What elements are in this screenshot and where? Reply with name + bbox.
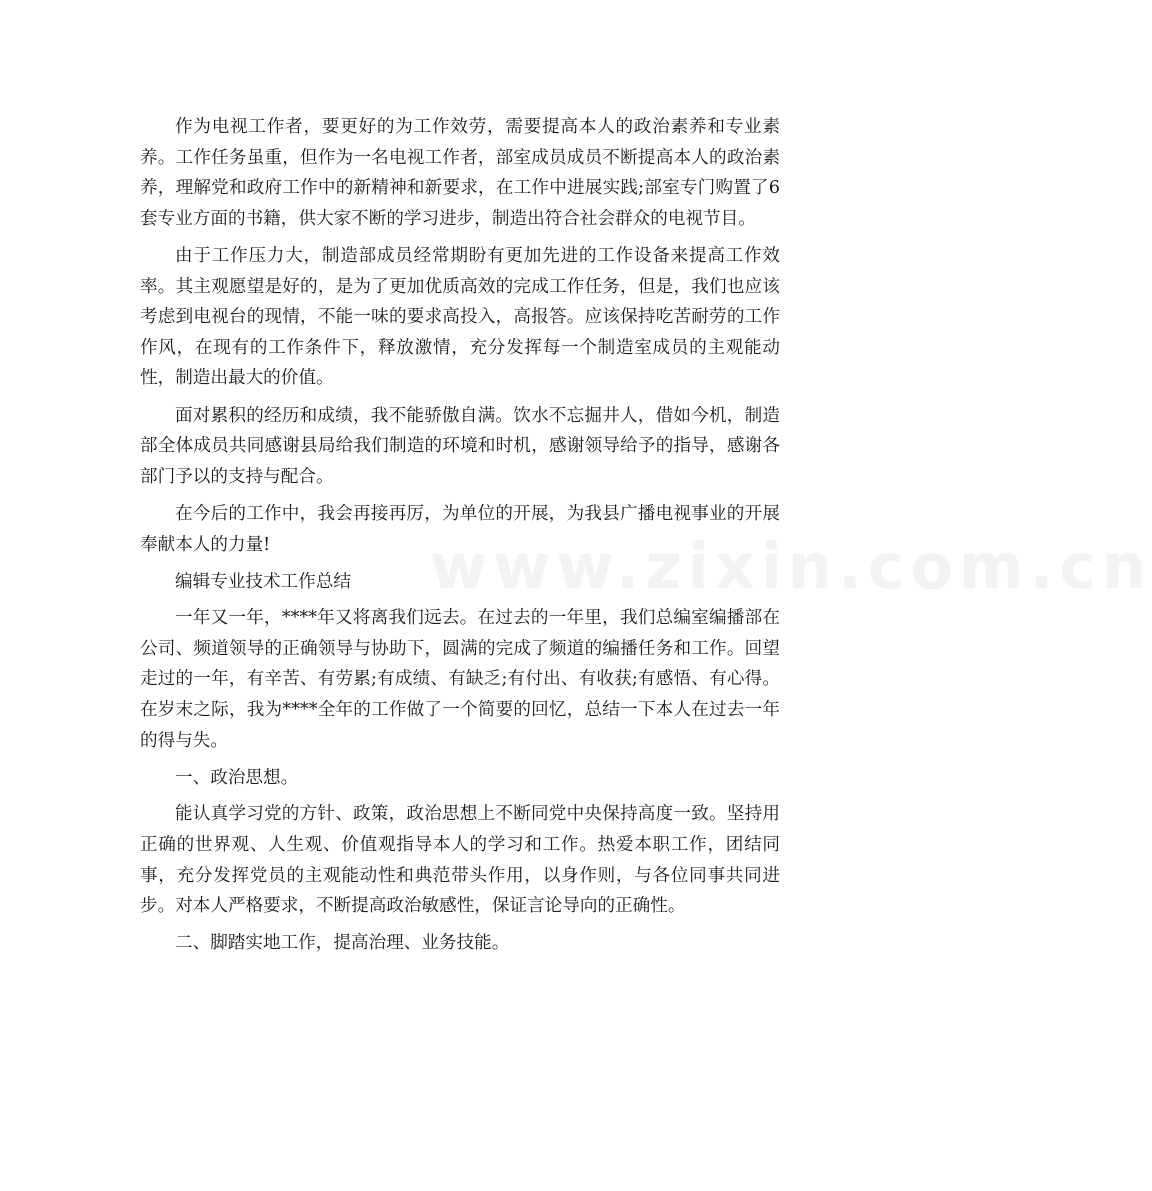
section-title: 编辑专业技术工作总结 <box>175 571 351 592</box>
paragraph-achievements: 面对累积的经历和成绩，我不能骄傲自满。饮水不忘掘井人，借如今机，制造部全体成员共同感谢县局给我们制造的环境和时机，感谢领导给予的指导，感谢各部门予以的支持与配合。 <box>140 405 780 487</box>
heading-political-thought: 一、政治思想。 <box>175 767 299 788</box>
paragraph-tv-worker: 作为电视工作者，要更好的为工作效劳，需要提高本人的政治素养和专业素养。工作任务虽重，但作为一名电视工作者，部室成员成员不断提高本人的政治素养，理解党和政府工作中的新精神和新要求，在工作中进展实践;部室专门购置了6套专业方面的书籍，供大家不断的学习进步，制造出符合社会群众的电视节目。 <box>140 117 780 229</box>
paragraph-future-work: 在今后的工作中，我会再接再厉，为单位的开展，为我县广播电视事业的开展奉献本人的力量! <box>140 503 780 555</box>
paragraph-work-pressure: 由于工作压力大，制造部成员经常期盼有更加先进的工作设备来提高工作效率。其主观愿望是好的，是为了更加优质高效的完成工作任务，但是，我们也应该考虑到电视台的现情，不能一味的要求高投入，高报答。应该保持吃苦耐劳的工作作风，在现有的工作条件下，释放激情，充分发挥每一个制造室成员的主观能动性，制造出最大的价值。 <box>140 245 780 389</box>
heading-practical-work: 二、脚踏实地工作，提高治理、业务技能。 <box>175 933 510 954</box>
document-body <box>140 112 780 965</box>
paragraph-year-review: 一年又一年，****年又将离我们远去。在过去的一年里，我们总编室编播部在公司、频道领导的正确领导与协助下，圆满的完成了频道的编播任务和工作。回望走过的一年，有辛苦、有劳累;有成绩、有缺乏;有付出、有收获;有感悟、有心得。在岁末之际，我为****全年的工作做了一个简要的回忆，总结一下本人在过去一年的得与失。 <box>140 608 780 751</box>
watermark: www.zixin.com.cn <box>430 530 1152 603</box>
paragraph-political-thought: 能认真学习党的方针、政策，政治思想上不断同党中央保持高度一致。坚持用正确的世界观、人生观、价值观指导本人的学习和工作。热爱本职工作，团结同事，充分发挥党员的主观能动性和典范带头作用，以身作则，与各位同事共同进步。对本人严格要求，不断提高政治敏感性，保证言论导向的正确性。 <box>140 804 780 917</box>
